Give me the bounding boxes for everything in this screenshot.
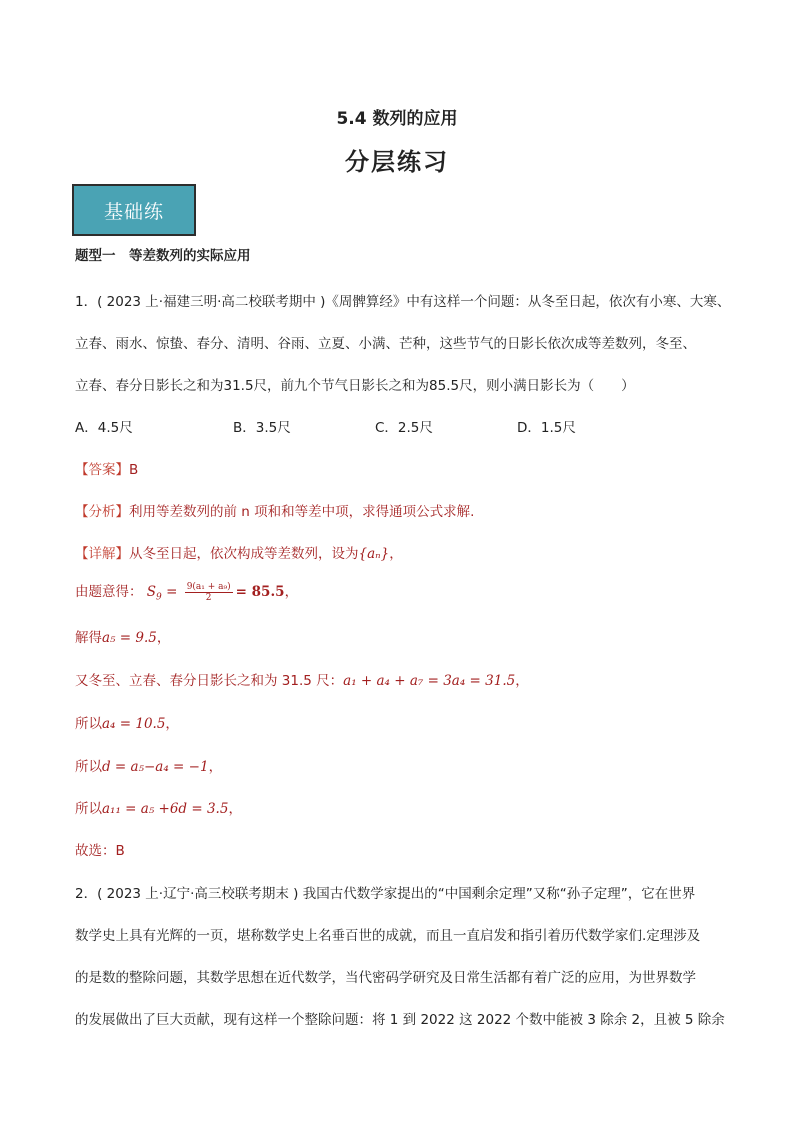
- q1-answer: [75, 458, 138, 478]
- detail-tag: 【详解】: [75, 546, 129, 562]
- step1-lhs: [146, 584, 162, 603]
- q1-step-6: [75, 797, 242, 817]
- step3-end: ，: [515, 673, 529, 689]
- level-badge: 基础练: [72, 184, 196, 236]
- step1-text: 由题意得：: [75, 584, 143, 600]
- q1-option-c: C．2.5尺: [375, 420, 433, 436]
- q1-step-5: [75, 755, 222, 775]
- q1-analysis: [75, 500, 474, 520]
- q1-option-b: B．3.5尺: [233, 420, 291, 436]
- step2-text: 解得: [75, 630, 102, 646]
- q1-detail: [75, 542, 403, 562]
- step1-denominator: 2: [205, 592, 212, 603]
- page-subtitle: 分层练习: [345, 147, 449, 176]
- q1-option-a: A．4.5尺: [75, 420, 133, 436]
- step1-lhs-sub: 9: [156, 592, 162, 603]
- step1-lhs-symbol: S: [146, 584, 157, 600]
- q1-option-d: D．1.5尺: [517, 420, 576, 436]
- step1-fraction: [185, 582, 233, 603]
- page-title: 5.4 数列的应用: [336, 109, 458, 129]
- step1-numerator: 9(a₁ + a₉): [186, 581, 231, 592]
- q1-line-2: 立春、雨水、惊蛰、春分、清明、谷雨、立夏、小满、芒种，这些节气的日影长依次成等差数列，冬至、: [75, 336, 696, 352]
- sequence-notation: {aₙ}: [358, 546, 390, 562]
- q1-step-1: 由题意得： $S_9$ = $\frac{\text{9(a₁ + a₉)}}{2}$ = 85.5，: [75, 581, 299, 603]
- step1-rhs: = 85.5: [235, 584, 285, 600]
- step4-end: ，: [165, 716, 179, 732]
- step2-end: ，: [156, 630, 171, 646]
- section-heading: 题型一 等差数列的实际应用: [75, 248, 251, 264]
- analysis-tag: 【分析】: [75, 504, 129, 520]
- answer-value: B: [129, 462, 139, 478]
- q1-line-1: 1．( 2023 上·福建三明·高二校联考期中 )《周髀算经》中有这样一个问题：从冬至日起，依次有小寒、大寒、: [75, 294, 731, 310]
- step6-math: a₁₁ = a₅ +6d = 3.5: [102, 801, 229, 817]
- q2-line-3: 的是数的整除问题，其数学思想在近代数学，当代密码学研究及日常生活都有着广泛的应用，为世界数学: [75, 970, 696, 986]
- q1-line-3: 立春、春分日影长之和为31.5尺，前九个节气日影长之和为85.5尺，则小满日影长为（ ）: [75, 378, 635, 394]
- step5-math: d = a₅−a₄ = −1: [102, 759, 209, 775]
- step2-math: a₅ = 9.5: [102, 630, 157, 646]
- q1-conclusion: 故选：B: [75, 843, 125, 859]
- step5-end: ，: [208, 759, 223, 775]
- step3-text: 又冬至、立春、春分日影长之和为 31.5 尺：: [75, 673, 344, 689]
- step4-text: 所以: [75, 716, 102, 732]
- step6-end: ，: [228, 801, 242, 817]
- q1-step-4: [75, 712, 179, 732]
- q2-line-4: 的发展做出了巨大贡献，现有这样一个整除问题：将 1 到 2022 这 2022 个数中能被 3 除余 2，且被 5 除余: [75, 1012, 725, 1028]
- detail-text: 从冬至日起，依次构成等差数列，设为: [129, 546, 359, 562]
- q2-line-1: 2．( 2023 上·辽宁·高三校联考期末 ) 我国古代数学家提出的“中国剩余定理”又称“孙子定理”，它在世界: [75, 886, 696, 902]
- answer-tag: 【答案】: [75, 462, 129, 478]
- detail-comma: ，: [389, 546, 403, 562]
- step5-text: 所以: [75, 759, 102, 775]
- q1-step-3: [75, 669, 529, 689]
- q2-line-2: 数学史上具有光辉的一页，堪称数学史上名垂百世的成就，而且一直启发和指引着历代数学家们.定理涉及: [75, 928, 701, 944]
- q1-step-2: [75, 626, 170, 646]
- step6-text: 所以: [75, 801, 102, 817]
- analysis-text: 利用等差数列的前 n 项和和等差中项，求得通项公式求解.: [129, 504, 475, 520]
- step3-math: a₁ + a₄ + a₇ = 3a₄ = 31.5: [343, 673, 516, 689]
- step4-math: a₄ = 10.5: [102, 716, 166, 732]
- step1-end: ，: [284, 584, 299, 600]
